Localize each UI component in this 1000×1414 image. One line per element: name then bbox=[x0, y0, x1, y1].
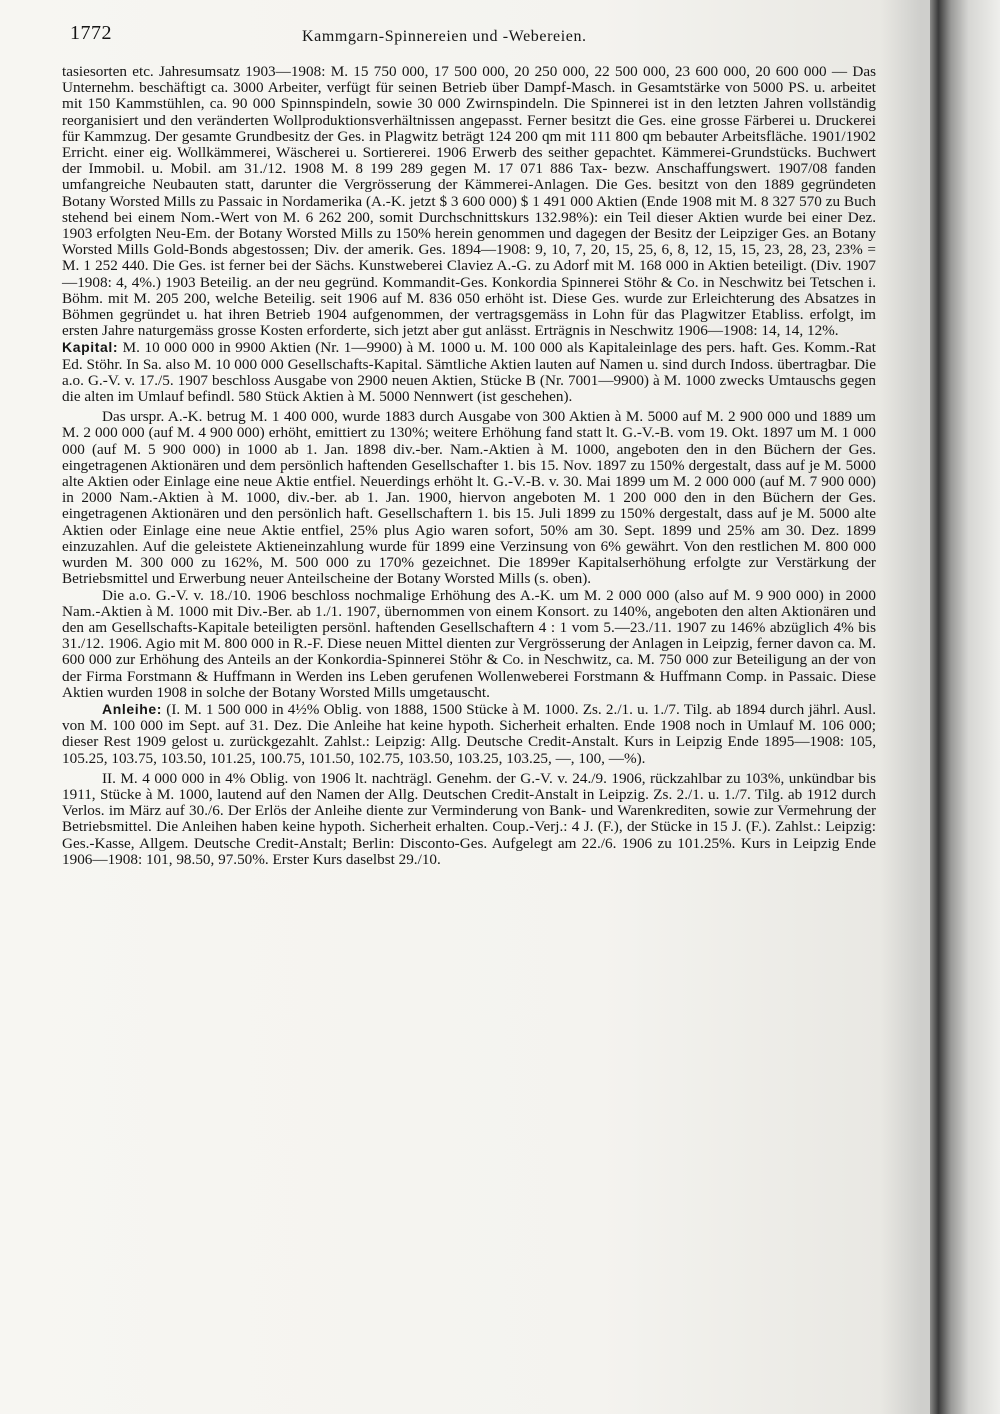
page-header bbox=[70, 22, 880, 48]
capital-history-paragraph: Das urspr. A.-K. betrug M. 1 400 000, wurde 1883 durch Ausgabe von 300 Aktien à M. 5000 auf M. 2 900 000 und 1889 um M. 2 000 000 (auf M. 4 900 000) erhöht, emittiert zu 130%; weitere Erhöhung fand statt lt. G.-V.-B. vom 19. Okt. 1897 um M. 1 000 000 (auf M. 5 900 000) in 1000 ab 1. Jan. 1898 div.-ber. Nam.-Aktien à M. 1000, angeboten den in den Büchern der Ges. eingetragenen Aktionären und dem persönlich haftenden Gesellschafter 1. bis 15. Nov. 1897 zu 150% dergestalt, dass auf je M. 5000 alte Aktien oder Einlage eine neue Aktie entfiel. Neuerdings erhöht lt. G.-V.-B. v. 30. Mai 1899 um M. 2 000 000 (auf M. 7 900 000) in 2000 Nam.-Aktien à M. 1000, div.-ber. ab 1. Jan. 1900, hiervon angeboten M. 1 200 000 den in den Büchern der Ges. eingetragenen Aktionären und den persönlich haft. Gesellschaftern 1. bis 15. Juli 1899 zu 150% dergestalt, dass auf je M. 5000 alte Aktien oder Einlage eine neue Aktie entfiel, 25% plus Agio waren sofort, 50% am 30. Sept. 1899 und 25% am 30. Dez. 1899 einzuzahlen. Auf die geleistete Aktieneinzahlung wurde für 1899 eine Verzinsung von 6% gewährt. Von den restlichen M. 800 000 wurden M. 300 000 zu 162%, M. 500 000 zu 170% gezeichnet. Die 1899er Kapitalserhöhung erfolgte zur Verstärkung der Betriebsmittel und Erwerbung neuer Anteilscheine der Botany Worsted Mills (s. oben). bbox=[62, 408, 876, 588]
anleihe-section bbox=[62, 701, 876, 767]
company-description: tasiesorten etc. Jahresumsatz 1903—1908: M. 15 750 000, 17 500 000, 20 250 000, 22 500 000, 23 600 000, 20 600 000 — Das Unternehm. beschäftigt ca. 3000 Arbeiter, verfügt für seinen Betrieb über Dampf-Masch. in Gesamtstärke von 5000 PS. u. arbeitet mit 150 Kammstühlen, ca. 90 000 Spinnspindeln, sowie 30 000 Zwirnspindeln. Die Spinnerei ist in den letzten Jahren vollständig reorganisiert und den veränderten Wollproduktionsverhältnissen angepasst. Ferner besitzt die Ges. eine grosse Färberei u. Druckerei für Kammzug. Der gesamte Grundbesitz der Ges. in Plagwitz beträgt 124 200 qm mit 111 800 qm bebauter Arbeitsfläche. 1901/1902 Erricht. einer eig. Wollkämmerei, Wäscherei u. Sortiererei. 1906 Erwerb des seither gepachtet. Kämmerei-Grundstücks. Buchwert der Immobil. u. Mobil. am 31./12. 1908 M. 8 199 289 gegen M. 17 071 886 Tax- bezw. Anschaffungswert. 1907/08 fanden umfangreiche Neubauten statt, darunter die Vergrösserung der Kämmerei-Anlagen. Die Ges. besitzt von den 1889 gegründeten Botany Worsted Mills zu Passaic in Nordamerika (A.-K. jetzt $ 3 600 000) $ 1 491 000 Aktien (Ende 1908 mit M. 8 327 570 zu Buch stehend bei einem Nom.-Wert von M. 6 262 200, somit Durchschnittskurs 132.98%): ein Teil dieser Aktien wurde bei einer Dez. 1903 erfolgten Neu-Em. der Botany Worsted Mills zu 150% herein genommen und dagegen der Besitz der Leipziger Ges. an Botany Worsted Mills Gold-Bonds abgestossen; Div. der amerik. Ges. 1894—1908: 9, 10, 7, 20, 15, 25, 6, 8, 12, 15, 15, 23, 28, 23, 23% = M. 1 252 440. Die Ges. ist ferner bei der Sächs. Kunstweberei Claviez A.-G. zu Adorf mit M. 168 000 in Aktien beteiligt. (Div. 1907—1908: 4, 4%.) 1903 Beteilig. an der neu gegründ. Kommandit-Ges. Konkordia Spinnerei Stöhr & Co. in Neschwitz bei Tetschen i. Böhm. mit M. 205 200, welche Beteilig. seit 1906 auf M. 836 050 erhöht ist. Diese Ges. wurde zur Erleichterung des Absatzes in Böhmen gegründet u. hat ihren Betrieb 1904 aufgenommen, der vertragsgemäss in Lohn für das Plagwitzer Etabliss. erfolgt, im ersten Jahre naturgemäss grosse Kosten erforderte, sich jetzt aber gut anlässt. Erträgnis in Neschwitz 1906—1908: 14, 14, 12%. bbox=[62, 63, 876, 340]
page-body bbox=[62, 64, 876, 868]
page-edge-shadow bbox=[930, 0, 1000, 1414]
kapital-section bbox=[62, 339, 876, 405]
running-title: Kammgarn-Spinnereien und -Webereien. bbox=[302, 28, 587, 45]
kapital-label: Kapital: bbox=[62, 339, 119, 356]
bond-ii-paragraph: II. M. 4 000 000 in 4% Oblig. von 1906 lt. nachträgl. Genehm. der G.-V. v. 24./9. 1906, rückzahlbar zu 103%, unkündbar bis 1911, Stücke à M. 1000, lautend auf den Namen der Allg. Deutschen Credit-Anstalt in Leipzig. Zs. 2./1. u. 1./7. Tilg. ab 1912 durch Verlos. im März auf 30./6. Der Erlös der Anleihe diente zur Verminderung von Bank- und Warenkrediten, sowie zur Vermehrung der Betriebsmittel. Die Anleihen haben keine hypoth. Sicherheit erhalten. Coup.-Verj.: 4 J. (F.), der Stücke in 15 J. (F.). Zahlst.: Leipzig: Ges.-Kasse, Allgem. Deutsche Credit-Anstalt; Berlin: Disconto-Ges. Aufgelegt am 22./6. 1906 zu 101.25%. Kurs in Leipzig Ende 1906—1908: 101, 98.50, 97.50%. Erster Kurs daselbst 29./10. bbox=[62, 769, 876, 868]
anleihe-label: Anleihe: bbox=[102, 700, 163, 717]
capital-increase-1906-paragraph: Die a.o. G.-V. v. 18./10. 1906 beschloss nochmalige Erhöhung des A.-K. um M. 2 000 000 (also auf M. 9 900 000) in 2000 Nam.-Aktien à M. 1000 mit Div.-Ber. ab 1./1. 1907, übernommen von einem Konsort. zu 140%, angeboten den alten Aktionären und den am Gesellschafts-Kapitale beteiligten persönl. haftenden Gesellschaftern 4 : 1 vom 5.—23./11. 1907 zu 146% abzüglich 4% bis 31./12. 1906. Agio mit M. 800 000 in R.-F. Diese neuen Mittel dienten zur Vergrösserung der Anlagen in Leipzig, ferner davon ca. M. 600 000 zur Erhöhung des Anteils an der Konkordia-Spinnerei Stöhr & Co. in Neschwitz, ca. M. 750 000 zur Beteiligung an der von der Firma Forstmann & Huffmann in Werden ins Leben gerufenen Wollenweberei Forstmann & Huffmann Comp. in Passaic. Diese Aktien wurden 1908 in solche der Botany Worsted Mills umgetauscht. bbox=[62, 586, 876, 701]
kapital-text: M. 10 000 000 in 9900 Aktien (Nr. 1—9900) à M. 1000 u. M. 100 000 als Kapitaleinlage des pers. haft. Ges. Komm.-Rat Ed. Stöhr. In Sa. also M. 10 000 000 Gesellschafts-Kapital. Sämtliche Aktien lauten auf Namen u. sind durch Indoss. übertragbar. Die a.o. G.-V. v. 17./5. 1907 beschloss Ausgabe von 2900 neuen Aktien, Stücke B (Nr. 7001—9900) à M. 1000 zwecks Umtauschs gegen die alten im Umlauf befindl. 580 Stück Aktien à M. 5000 Nennwert (ist geschehen). bbox=[62, 339, 876, 406]
anleihe-text: (I. M. 1 500 000 in 4½% Oblig. von 1888, 1500 Stücke à M. 1000. Zs. 2./1. u. 1./7. Tilg. ab 1894 durch jährl. Ausl. von M. 100 000 im Sept. auf 31. Dez. Die Anleihe hat keine hypoth. Sicherheit erhalten. Ende 1908 noch in Umlauf M. 106 000; dieser Rest 1909 gelost u. zurückgezahlt. Zahlst.: Leipzig: Allg. Deutsche Credit-Anstalt. Kurs in Leipzig Ende 1895—1908: 105, 105.25, 103.75, 103.50, 101.25, 100.75, 101.50, 102.75, 103.50, 103.25, 103.25, —, 100, —%). bbox=[62, 700, 876, 767]
page-number: 1772 bbox=[70, 22, 112, 44]
